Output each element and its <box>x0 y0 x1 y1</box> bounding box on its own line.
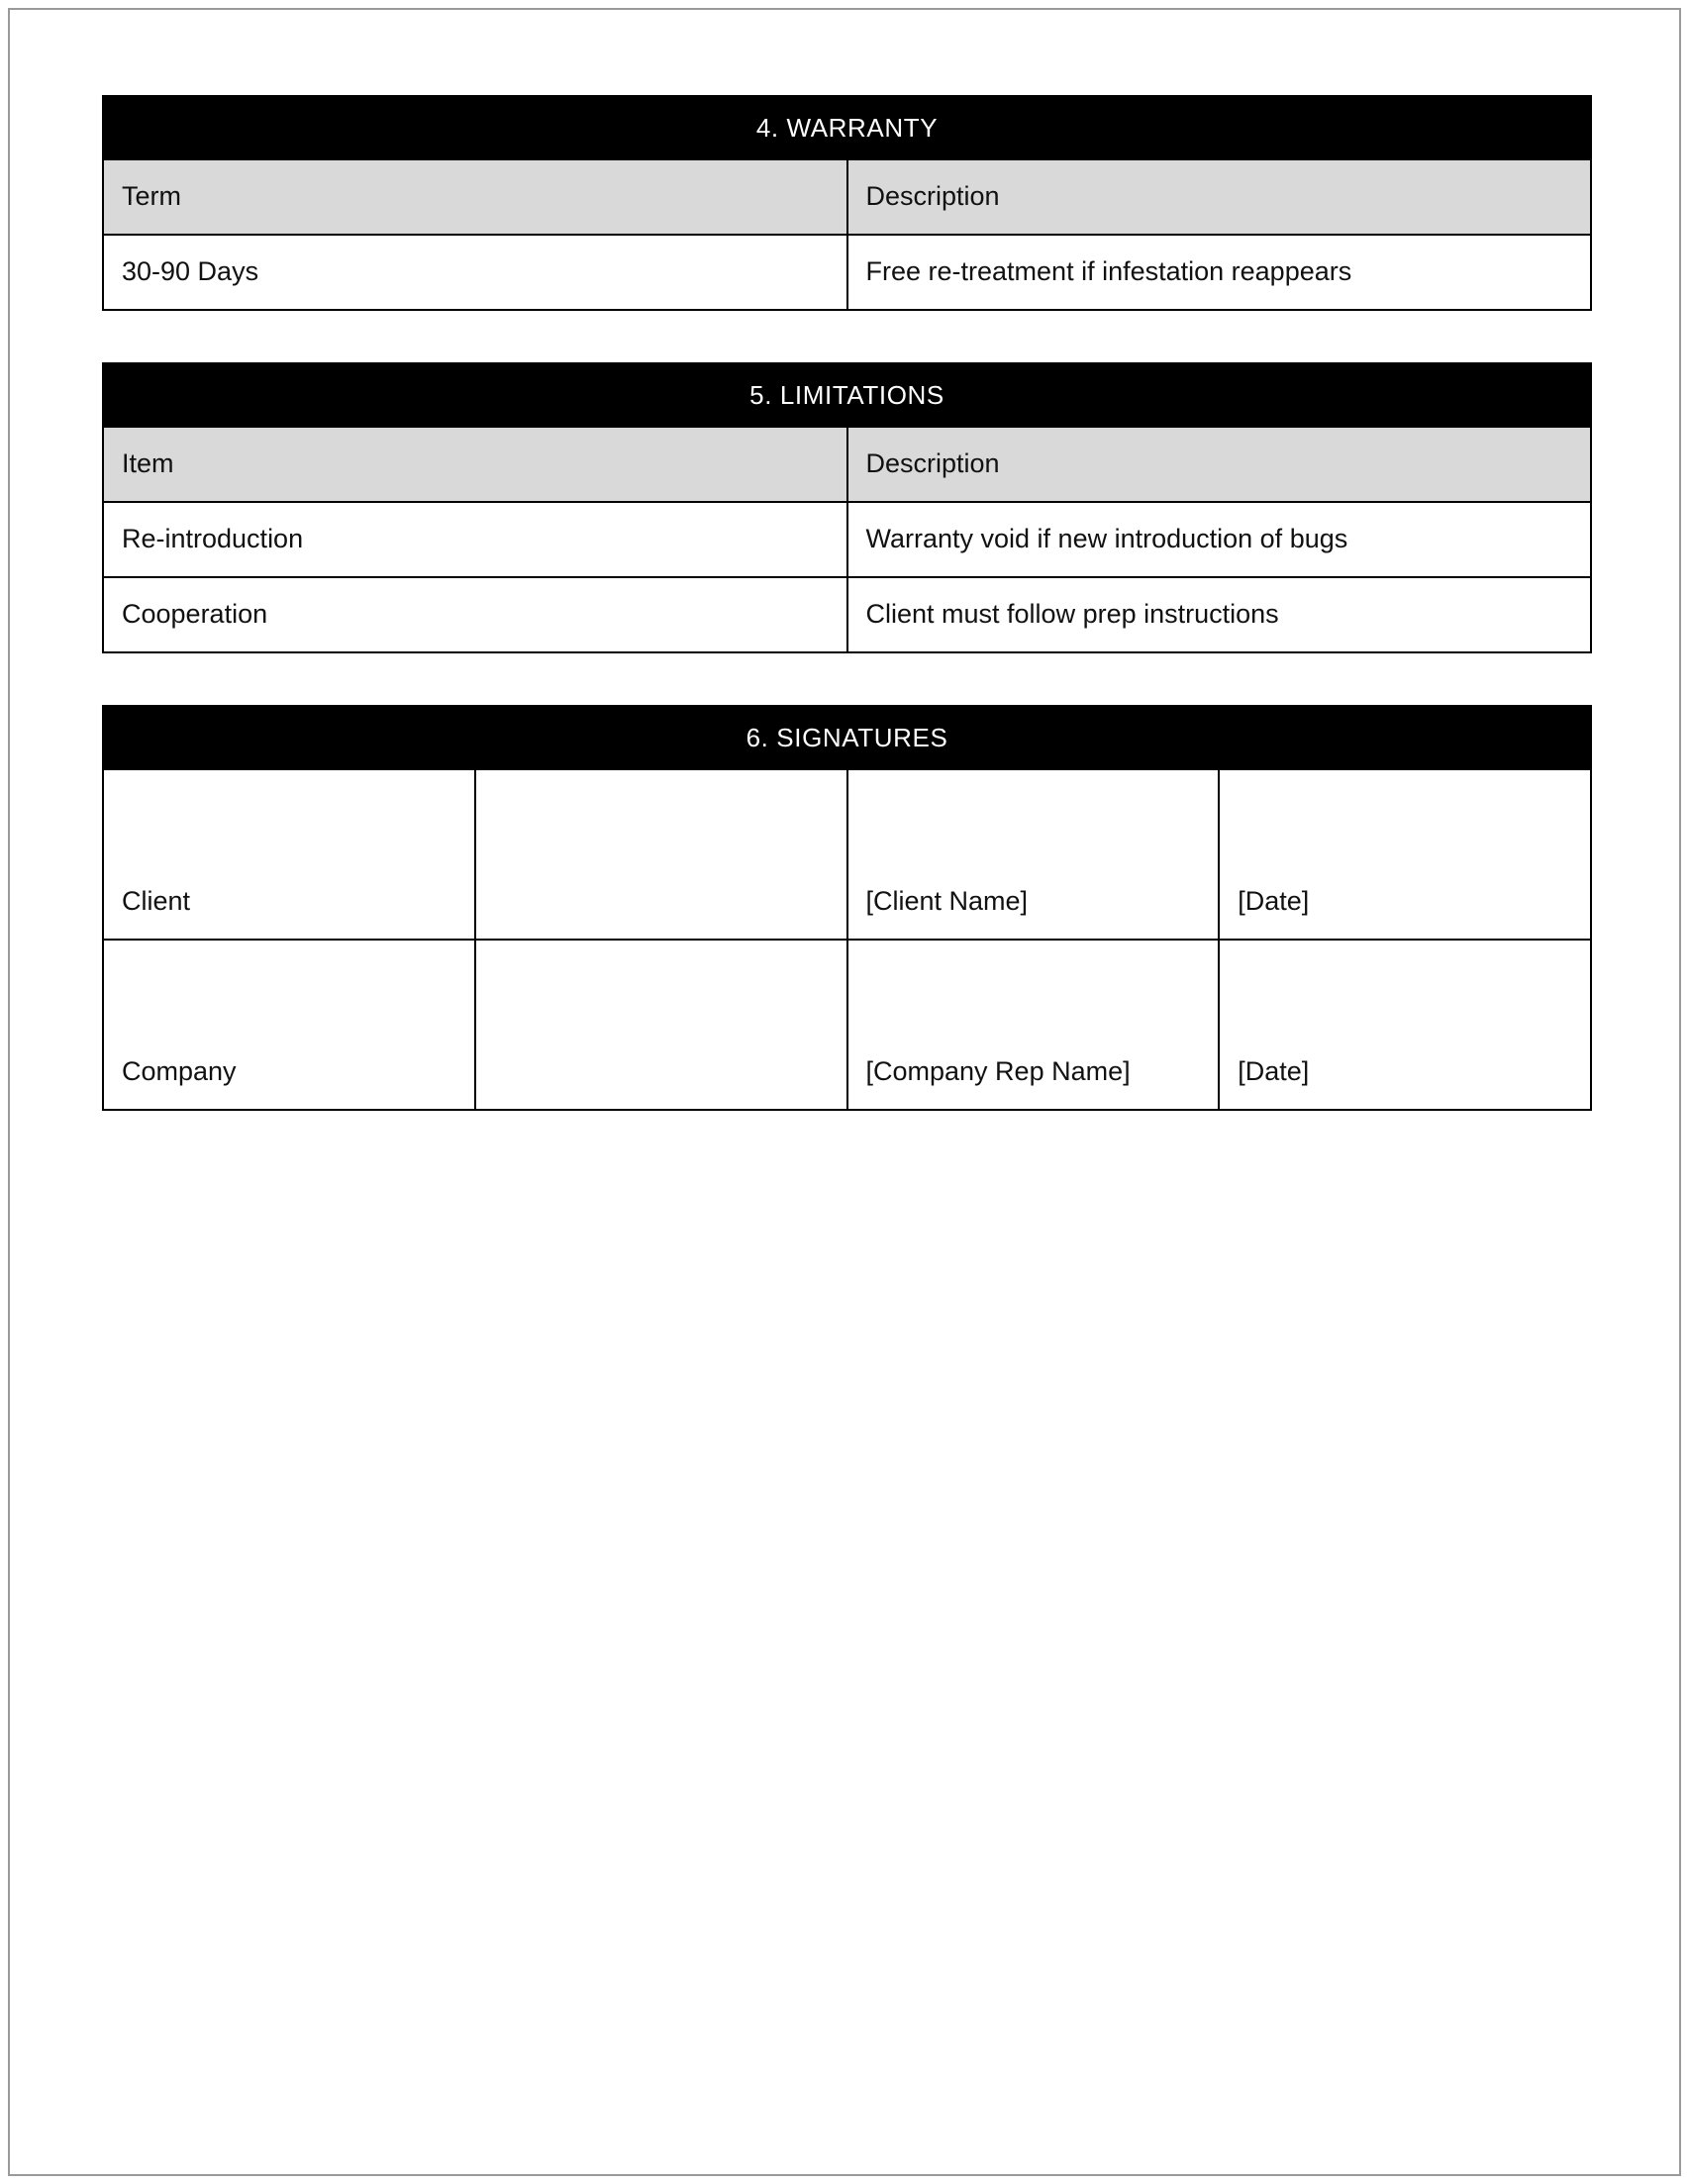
signatures-section-banner: 6. SIGNATURES <box>103 706 1591 769</box>
warranty-header-row <box>103 159 1591 235</box>
signature-role-client: Client <box>103 769 475 940</box>
table-row <box>103 577 1591 652</box>
limitations-banner-row <box>103 363 1591 427</box>
limitations-item-value-0: Re-introduction <box>103 502 847 577</box>
warranty-banner-row <box>103 96 1591 159</box>
warranty-term-value: 30-90 Days <box>103 235 847 310</box>
table-row <box>103 940 1591 1110</box>
limitations-description-value-1: Client must follow prep instructions <box>847 577 1592 652</box>
table-row <box>103 769 1591 940</box>
warranty-description-value: Free re-treatment if infestation reappears <box>847 235 1592 310</box>
warranty-column-header-description: Description <box>847 159 1592 235</box>
warranty-column-header-term: Term <box>103 159 847 235</box>
limitations-column-header-item: Item <box>103 427 847 502</box>
warranty-section-banner: 4. WARRANTY <box>103 96 1591 159</box>
warranty-table <box>102 95 1592 311</box>
limitations-table <box>102 362 1592 653</box>
signature-name-company[interactable]: [Company Rep Name] <box>847 940 1220 1110</box>
signatures-banner-row <box>103 706 1591 769</box>
signature-name-client[interactable]: [Client Name] <box>847 769 1220 940</box>
table-row <box>103 235 1591 310</box>
limitations-column-header-description: Description <box>847 427 1592 502</box>
signature-date-company[interactable]: [Date] <box>1219 940 1591 1110</box>
table-row <box>103 502 1591 577</box>
signature-line-company[interactable] <box>475 940 847 1110</box>
limitations-item-value-1: Cooperation <box>103 577 847 652</box>
signature-line-client[interactable] <box>475 769 847 940</box>
signatures-table <box>102 705 1592 1111</box>
signature-date-client[interactable]: [Date] <box>1219 769 1591 940</box>
document-content <box>102 95 1592 2184</box>
limitations-section-banner: 5. LIMITATIONS <box>103 363 1591 427</box>
limitations-header-row <box>103 427 1591 502</box>
page-whitespace <box>102 1162 1592 2184</box>
signature-role-company: Company <box>103 940 475 1110</box>
limitations-description-value-0: Warranty void if new introduction of bugs <box>847 502 1592 577</box>
